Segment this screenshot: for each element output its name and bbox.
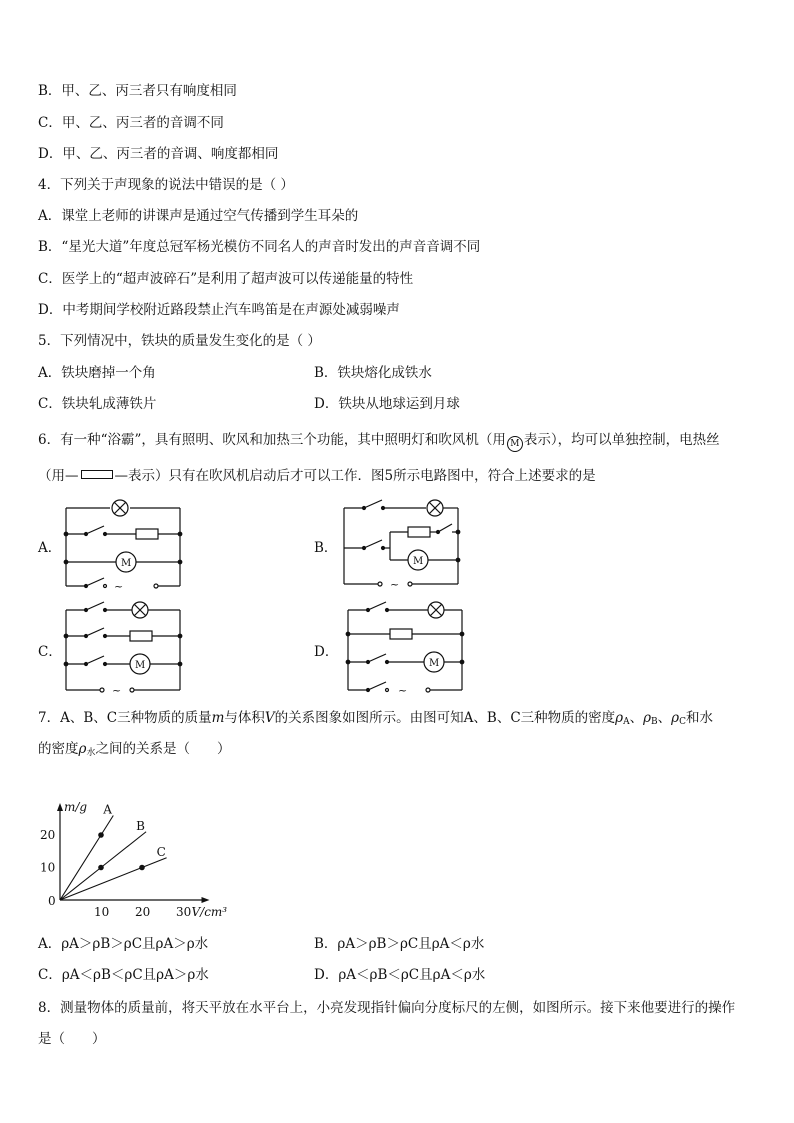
q7-line2-a: 的密度 xyxy=(38,741,79,757)
q3-option-b: B．甲、乙、丙三者只有响度相同 xyxy=(38,83,237,99)
y-tick-label: 20 xyxy=(40,828,56,842)
lamp-icon xyxy=(428,602,444,618)
q7-option-d xyxy=(314,966,485,984)
q7-stem-d: 和水 xyxy=(685,710,713,726)
motor-label: M xyxy=(429,658,440,669)
q7-stem-line2 xyxy=(38,740,230,762)
ac-source-a: ~ xyxy=(114,580,124,593)
circuit-diagram-b xyxy=(338,494,468,590)
heater-resistor-icon xyxy=(130,631,152,641)
tick-label-origin: 0 xyxy=(48,894,56,908)
q7-option-b-text: ρA＞ρB＞ρC且ρA＜ρ水 xyxy=(337,936,485,952)
mass-volume-chart xyxy=(36,770,236,922)
circuit-diagram-a xyxy=(60,496,190,592)
q7-line2-b: 之间的关系是（ ） xyxy=(95,741,231,757)
motor-label: M xyxy=(135,660,146,671)
data-point-c xyxy=(139,865,145,871)
q6-stem-b: 表示），均可以单独控制，电热丝 xyxy=(523,432,720,448)
x-axis-label: V/cm³ xyxy=(191,905,228,919)
y-axis-arrow-icon xyxy=(57,803,63,811)
q7-option-c xyxy=(38,966,209,984)
series-line-a xyxy=(60,816,113,901)
q7-stem-line1 xyxy=(38,709,713,731)
q7-var-m: m xyxy=(211,710,225,726)
q3-option-c: C．甲、乙、丙三者的音调不同 xyxy=(38,115,224,131)
q7-stem-b: 与体积 xyxy=(224,710,265,726)
lamp-icon xyxy=(427,500,443,516)
circuit-label-b: B． xyxy=(314,540,338,556)
ac-source-c: ~ xyxy=(112,684,122,697)
ac-source-d: ~ xyxy=(398,684,408,697)
circuit-label-c: C． xyxy=(38,644,62,660)
resistor-symbol-icon xyxy=(81,470,113,479)
q4-option-c: C．医学上的“超声波碎石”是利用了超声波可以传递能量的特性 xyxy=(38,271,414,287)
x-tick-label: 20 xyxy=(135,905,151,919)
rho-sub-b: B xyxy=(651,717,658,727)
q7-option-a xyxy=(38,935,208,953)
q6-stem-a: 6．有一种“浴霸”，具有照明、吹风和加热三个功能，其中照明灯和吹风机（用 xyxy=(38,432,506,448)
q6-stem-d: 表示）只有在吹风机启动后才可以工作．图5所示电路图中，符合上述要求的是 xyxy=(128,468,596,484)
q8-stem-line1: 8．测量物体的质量前，将天平放在水平台上，小亮发现指针偏向分度标尺的左侧，如图所示。接下来他要进行的操作 xyxy=(38,1000,736,1016)
q6-stem-line1 xyxy=(38,431,720,452)
heater-resistor-icon xyxy=(136,529,158,539)
q7-option-a-text: ρA＞ρB＞ρC且ρA＞ρ水 xyxy=(61,936,209,952)
q7-option-b xyxy=(314,935,484,953)
rho-sub-c: C xyxy=(679,717,686,727)
series-label-b: B xyxy=(136,818,145,833)
series-label-c: C xyxy=(156,844,166,859)
q4-option-a: A．课堂上老师的讲课声是通过空气传播到学生耳朵的 xyxy=(38,208,359,224)
q7-sep: 、 xyxy=(629,710,644,726)
motor-symbol-icon: M xyxy=(507,436,523,452)
heater-resistor-icon xyxy=(390,629,412,639)
ac-source-b: ~ xyxy=(390,578,400,591)
circuit-diagram-d xyxy=(342,598,472,697)
q7-option-c-text: ρA＜ρB＜ρC且ρA＞ρ水 xyxy=(61,967,209,983)
data-point-a xyxy=(98,832,104,838)
heater-resistor-icon xyxy=(408,527,430,537)
q7-option-d-text: ρA＜ρB＜ρC且ρA＜ρ水 xyxy=(338,967,486,983)
q7-stem-c: 的关系图象如图所示。由图可知A、B、C三种物质的密度 xyxy=(274,710,616,726)
q5-stem: 5．下列情况中，铁块的质量发生变化的是（ ） xyxy=(38,333,321,349)
x-axis-arrow-icon xyxy=(202,897,210,903)
rho-symbol: ρ xyxy=(671,710,680,726)
q4-option-d: D．中考期间学校附近路段禁止汽车鸣笛是在声源处减弱噪声 xyxy=(38,302,400,318)
q4-option-b: B．“星光大道”年度总冠军杨光模仿不同名人的声音时发出的声音音调不同 xyxy=(38,239,481,255)
series-label-a: A xyxy=(103,802,112,817)
circuit-label-a: A． xyxy=(38,540,62,556)
rho-symbol: ρ xyxy=(643,710,652,726)
q7-option-b-prefix: B． xyxy=(314,936,338,952)
rho-symbol: ρ xyxy=(78,741,87,757)
data-point-b xyxy=(98,865,104,871)
rho-sub-water: 水 xyxy=(86,748,96,758)
q8-stem-line2: 是（ ） xyxy=(38,1031,106,1047)
q7-sep: 、 xyxy=(657,710,672,726)
circuit-diagram-c xyxy=(60,598,190,697)
q5-option-b: B．铁块熔化成铁水 xyxy=(314,365,432,381)
y-tick-label: 10 xyxy=(40,860,56,875)
lamp-icon xyxy=(132,602,148,618)
y-axis-label: m/g xyxy=(64,800,88,814)
q7-option-d-prefix: D． xyxy=(314,967,339,983)
q5-option-a: A．铁块磨掉一个角 xyxy=(38,365,156,381)
q7-option-a-prefix: A． xyxy=(38,936,62,952)
q4-stem: 4．下列关于声现象的说法中错误的是（ ） xyxy=(38,177,294,193)
q7-option-c-prefix: C． xyxy=(38,967,62,983)
rho-symbol: ρ xyxy=(615,710,624,726)
q5-option-d: D．铁块从地球运到月球 xyxy=(314,396,460,412)
x-tick-label: 30 xyxy=(176,905,192,919)
x-tick-label: 10 xyxy=(94,905,110,919)
rho-sub-a: A xyxy=(623,717,630,727)
circuit-label-d: D． xyxy=(314,644,339,660)
q7-stem-a: 7．A、B、C三种物质的质量 xyxy=(38,710,212,726)
q7-var-v: V xyxy=(264,710,275,726)
q6-stem-line2: （用— —表示）只有在吹风机启动后才可以工作．图5所示电路图中，符合上述要求的是 xyxy=(38,468,596,484)
motor-label: M xyxy=(413,556,424,567)
q6-stem-c: （用 xyxy=(38,468,65,484)
q3-option-d: D．甲、乙、丙三者的音调、响度都相同 xyxy=(38,146,279,162)
motor-label: M xyxy=(121,558,132,569)
q5-option-c: C．铁块轧成薄铁片 xyxy=(38,396,157,412)
switch-icon xyxy=(86,526,104,534)
series-line-c xyxy=(60,858,167,900)
lamp-icon xyxy=(112,500,128,516)
